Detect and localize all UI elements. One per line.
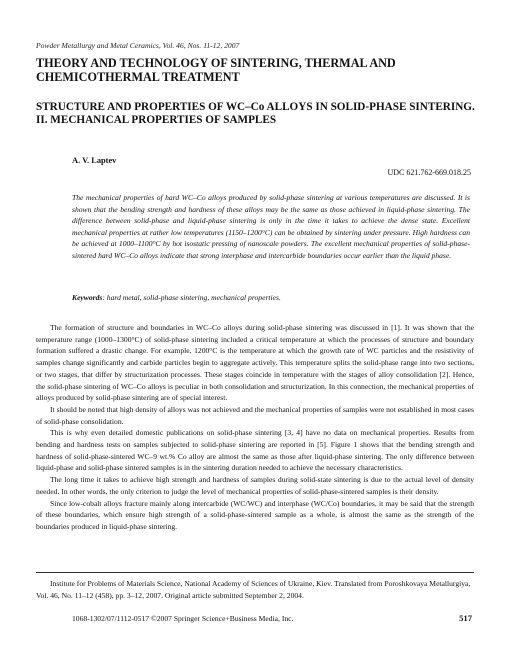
paragraph: This is why even detailed domestic publications on solid-phase sintering [3, 4] have no data on mechanical properties. Results from bending and hardness tests on samples subjected to solid-phase sintering are reported in [5]. Figure 1 shows that the bending strength and hardness of solid-phase-sintered WC–9 wt.% Co alloy are almost the same as those after liquid-phase sintering. The only difference between liquid-phase and solid-phase sintered samples is in the sintering duration needed to achieve the necessary characteristics.: [36, 428, 474, 473]
paragraph: The formation of structure and boundaries in WC–Co alloys during solid-phase sintering was discussed in [1]. It was shown that the temperature range (1000–1300°C) of solid-phase sintering included a critical temperature at which the processes of structure and boundary formation suffered a drastic change. For example, 1200°C is the temperature at which the growth rate of WC particles and the resistivity of samples change significantly and carbide particles begin to aggregate actively. This temperature splits the solid-phase range into two sections, or two stages, that differ by structurization processes. These stages coincide in temperature with the stages of alloy consolidation [2]. Hence, the solid-phase sintering of WC–Co alloys is peculiar in both consolidation and structurization. In this connection, the mechanical properties of alloys produced by solid-phase sintering are of special interest.: [36, 323, 474, 403]
article-title: STRUCTURE AND PROPERTIES OF WC–Co ALLOYS IN SOLID-PHASE SINTERING. II. MECHANICAL PROPERTIES OF SAMPLES: [36, 101, 475, 126]
keywords-label: Keywords: [72, 293, 103, 302]
paragraph: The long time it takes to achieve high strength and hardness of samples during solid-state sintering is due to the actual level of density needed. In other words, the only criterion to judge the level of mechanical properties of solid-phase-sintered samples is their density.: [36, 475, 474, 496]
body-text: [36, 322, 474, 533]
keywords: [72, 292, 470, 303]
journal-header: Powder Metallurgy and Metal Ceramics, Vol. 46, Nos. 11-12, 2007: [36, 41, 240, 50]
paragraph: Since low-cobalt alloys fracture mainly along intercarbide (WC/WC) and interphase (WC/Co) boundaries, it may be said that the strength of these boundaries, which ensure high strength of a solid-phase-sintered sample as a whole, is almost the same as the strength of the boundaries produced in liquid-phase sintering.: [36, 498, 474, 531]
abstract: The mechanical properties of hard WC–Co alloys produced by solid-phase sintering at various temperatures are discussed. It is shown that the bending strength and hardness of these alloys may be the same as those achieved in liquid-phase sintering. The difference between solid-phase and liquid-phase sintering is only in the time it takes to achieve the dense state. Excellent mechanical properties at rather low temperatures (1150–1200°C) can be obtained by sintering under pressure. High hardness can be achieved at 1000–1100°C by hot isostatic pressing of nanoscale powders. The excellent mechanical properties of solid-phase-sintered hard WC–Co alloys indicate that strong interphase and intercarbide boundaries occur earlier than the liquid phase.: [72, 193, 470, 260]
footnote: Institute for Problems of Materials Science, National Academy of Sciences of Ukraine, Kiev. Translated from Poroshkovaya Metallurgiya, Vol. 46, No. 11–12 (458), pp. 3–12, 2007. Original article submitted September 2, 2004.: [36, 579, 471, 600]
keywords-text: : hard metal, solid-phase sintering, mechanical properties.: [102, 293, 281, 302]
udc-code: UDC 621.762-669.018.25: [387, 168, 471, 177]
page-number: 517: [459, 613, 472, 623]
copyright-line: 1068-1302/07/1112-0517 ©2007 Springer Science+Business Media, Inc.: [72, 614, 294, 623]
author-name: A. V. Laptev: [72, 156, 117, 165]
footnote-divider: [36, 572, 474, 573]
section-title: THEORY AND TECHNOLOGY OF SINTERING, THERMAL AND CHEMICOTHERMAL TREATMENT: [36, 56, 396, 84]
paragraph: It should be noted that high density of alloys was not achieved and the mechanical properties of samples were not established in most cases of solid-phase consolidation.: [36, 404, 474, 426]
